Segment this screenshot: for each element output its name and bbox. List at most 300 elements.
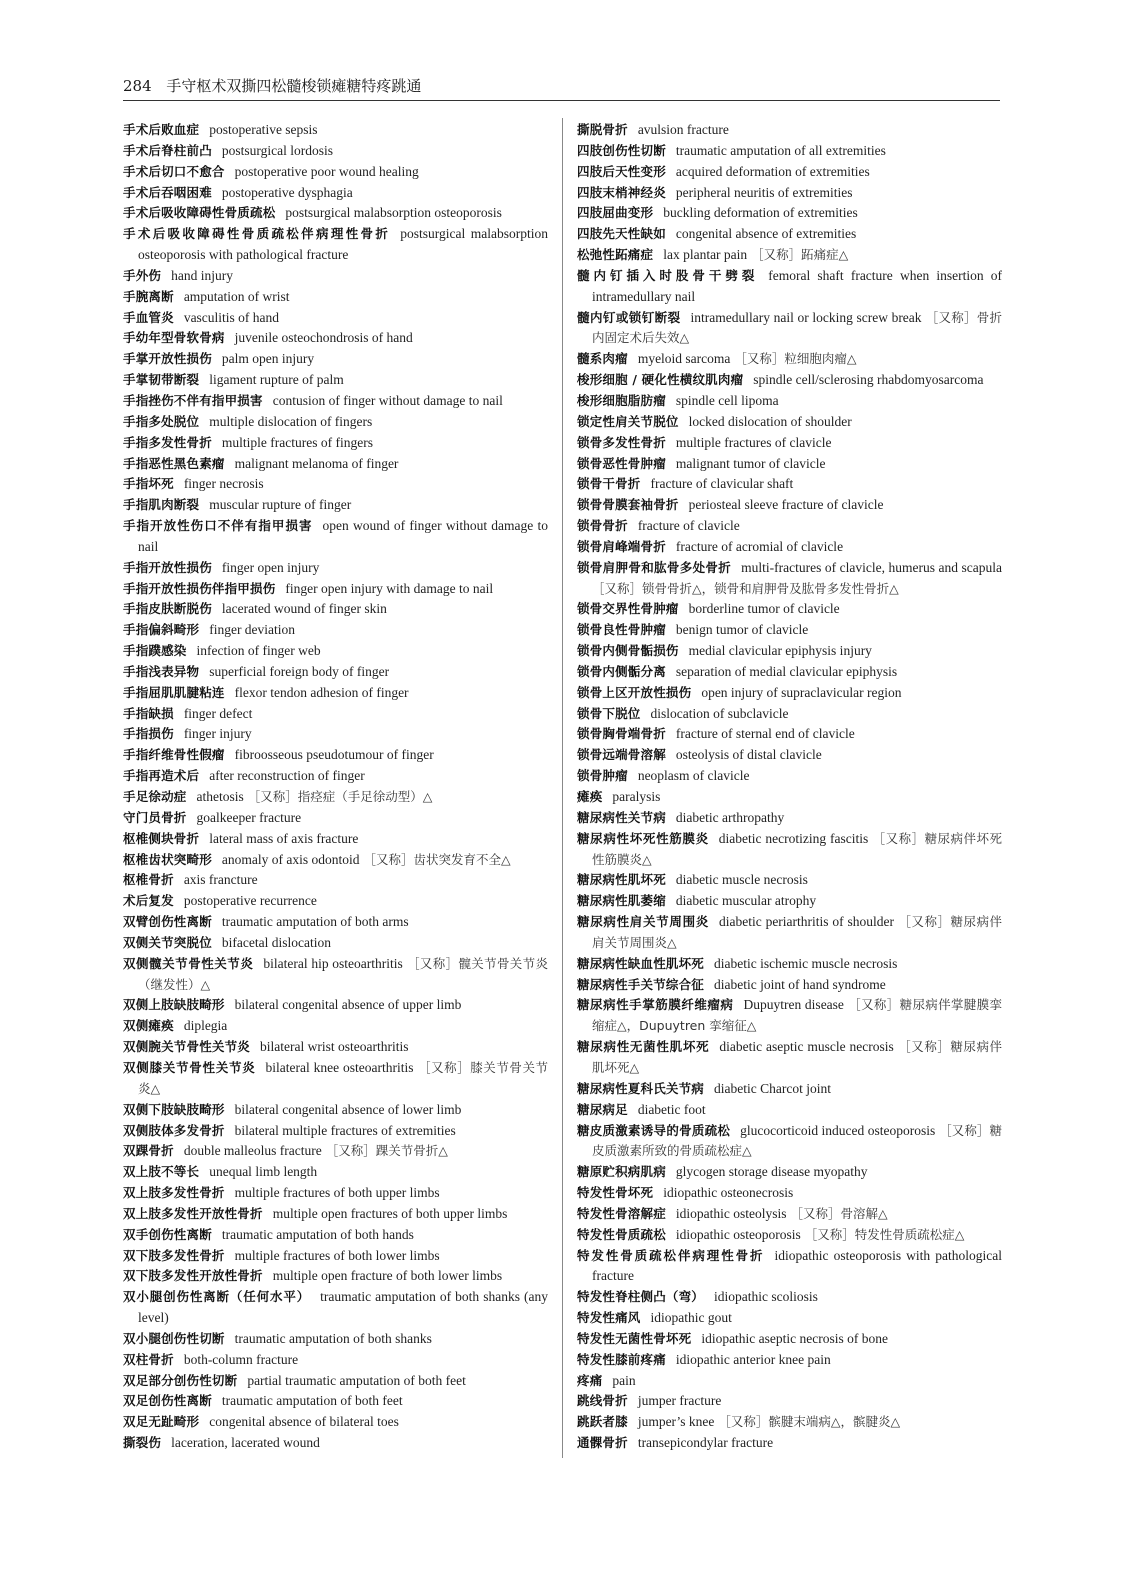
glossary-entry: [123, 662, 548, 683]
term-english: fracture of sternal end of clavicle: [675, 726, 855, 742]
glossary-entry: [577, 1037, 1002, 1079]
term-chinese: 手指偏斜畸形: [123, 622, 200, 638]
term-english: diabetic arthropathy: [675, 809, 785, 825]
term-chinese: 手指开放性损伤伴指甲损伤: [123, 580, 276, 596]
glossary-entry: [123, 370, 548, 391]
term-english: postoperative sepsis: [209, 122, 318, 137]
term-english: double malleolus fracture: [183, 1143, 322, 1159]
right-column: [577, 120, 1002, 1454]
term-english: flexor tendon adhesion of finger: [234, 684, 409, 700]
glossary-entry: [577, 433, 1002, 454]
term-english: anomaly of axis odontoid: [221, 851, 360, 867]
term-chinese: 双上肢多发性开放性骨折: [123, 1205, 263, 1221]
glossary-entry: [577, 829, 1002, 871]
term-english: both-column fracture: [183, 1351, 299, 1367]
term-english: diabetic periarthritis of shoulder: [718, 914, 895, 930]
term-chinese: 髓内钉或锁钉断裂: [577, 309, 681, 325]
glossary-entry: [577, 308, 1002, 350]
term-english: lacerated wound of finger skin: [221, 601, 387, 617]
term-english: idiopathic scoliosis: [714, 1289, 818, 1305]
glossary-entry: [577, 266, 1002, 308]
glossary-entry: [577, 995, 1002, 1037]
term-english: Dupuytren disease: [743, 997, 844, 1013]
term-chinese: 枢椎骨折: [123, 872, 174, 888]
term-english: traumatic amputation of all extremities: [675, 142, 886, 158]
term-english: bifacetal dislocation: [221, 934, 331, 950]
glossary-entry: [123, 412, 548, 433]
term-english: idiopathic osteoporosis with pathological fracture: [592, 1247, 1002, 1284]
term-chinese: 手掌韧带断裂: [123, 372, 200, 388]
term-chinese: 手腕离断: [123, 288, 174, 304]
term-chinese: 手术后脊柱前凸: [123, 142, 212, 158]
glossary-entry: [577, 1308, 1002, 1329]
term-chinese: 锁骨内侧骺分离: [577, 663, 666, 679]
glossary-entry: [577, 954, 1002, 975]
term-chinese: 手术后吸收障碍性骨质疏松: [123, 205, 276, 221]
term-chinese: 手指坏死: [123, 476, 174, 492]
term-chinese: 锁骨干骨折: [577, 476, 641, 492]
term-chinese: 手指纤维骨性假瘤: [123, 747, 225, 763]
term-english: paralysis: [612, 789, 661, 804]
glossary-entry: [577, 1246, 1002, 1288]
term-chinese: 手掌开放性损伤: [123, 351, 212, 367]
term-english: finger necrosis: [183, 476, 264, 492]
term-english: femoral shaft fracture when insertion of intramedullary nail: [592, 267, 1002, 304]
glossary-entry: [123, 579, 548, 600]
term-chinese: 特发性骨质疏松: [577, 1226, 666, 1242]
glossary-entry: [577, 912, 1002, 954]
glossary-entry: [577, 641, 1002, 662]
page-number: 284: [123, 77, 152, 95]
term-english: avulsion fracture: [637, 122, 729, 137]
term-chinese: 双上肢多发性骨折: [123, 1185, 225, 1201]
term-english: muscular rupture of finger: [209, 497, 352, 513]
term-chinese: 特发性无菌性骨坏死: [577, 1330, 692, 1346]
glossary-entry: [123, 1266, 548, 1287]
term-chinese: 撕脱骨折: [577, 122, 628, 137]
term-english: diabetic ischemic muscle necrosis: [714, 955, 898, 971]
glossary-entry: [577, 120, 1002, 141]
term-chinese: 锁骨胸骨端骨折: [577, 726, 666, 742]
glossary-entry: [577, 391, 1002, 412]
term-chinese: 双下肢多发性开放性骨折: [123, 1268, 263, 1284]
glossary-entry: [123, 641, 548, 662]
term-english: idiopathic osteonecrosis: [663, 1185, 794, 1201]
glossary-entry: [577, 224, 1002, 245]
term-synonym-note: ［又称］指痉症（手足徐动型）△: [247, 789, 433, 804]
term-synonym-note: ［又称］骨折内固定术后失效△: [592, 309, 1002, 346]
term-english: diabetic muscle necrosis: [675, 872, 808, 888]
term-english: intramedullary nail or locking screw break: [690, 309, 922, 325]
term-english: glucocorticoid induced osteoporosis: [740, 1122, 936, 1138]
term-english: idiopathic gout: [650, 1310, 732, 1326]
term-chinese: 糖尿病性肌萎缩: [577, 893, 666, 909]
term-chinese: 通髁骨折: [577, 1435, 628, 1451]
term-chinese: 跳线骨折: [577, 1393, 628, 1409]
term-english: bilateral hip osteoarthritis: [263, 955, 403, 971]
glossary-entry: [123, 1183, 548, 1204]
glossary-entry: [123, 787, 548, 808]
glossary-entry: [577, 141, 1002, 162]
term-english: dislocation of subclavicle: [650, 705, 789, 721]
term-chinese: 双足创伤性离断: [123, 1393, 212, 1409]
glossary-entry: [123, 1371, 548, 1392]
term-english: multiple fractures of clavicle: [675, 434, 832, 450]
term-synonym-note: ［又称］踝关节骨折△: [325, 1143, 448, 1159]
term-chinese: 手指多处脱位: [123, 413, 200, 429]
glossary-entry: [123, 266, 548, 287]
glossary-entry: [577, 745, 1002, 766]
term-chinese: 手指开放性伤口不伴有指甲损害: [123, 518, 313, 534]
term-english: axis francture: [183, 872, 258, 888]
glossary-entry: [577, 349, 1002, 370]
term-english: laceration, lacerated wound: [171, 1435, 320, 1451]
glossary-entry: [577, 891, 1002, 912]
term-chinese: 四肢屈曲变形: [577, 205, 654, 221]
term-chinese: 锁骨下脱位: [577, 705, 641, 721]
term-english: locked dislocation of shoulder: [688, 413, 852, 429]
term-english: traumatic amputation of both shanks: [234, 1330, 432, 1346]
term-chinese: 糖尿病性手掌筋膜纤维瘤病: [577, 997, 734, 1013]
term-chinese: 双小腿创伤性切断: [123, 1330, 225, 1346]
term-english: osteolysis of distal clavicle: [675, 747, 822, 763]
term-english: after reconstruction of finger: [209, 768, 365, 784]
term-chinese: 手指多发性骨折: [123, 434, 212, 450]
term-english: bilateral multiple fractures of extremities: [234, 1122, 456, 1138]
glossary-entry: [123, 1225, 548, 1246]
term-chinese: 锁骨远端骨溶解: [577, 747, 666, 763]
glossary-entry: [577, 704, 1002, 725]
term-chinese: 锁骨肩峰端骨折: [577, 538, 666, 554]
term-english: amputation of wrist: [183, 288, 290, 304]
term-english: congenital absence of extremities: [675, 226, 857, 242]
term-chinese: 糖尿病性手关节综合征: [577, 976, 705, 992]
glossary-entry: [577, 1162, 1002, 1183]
term-english: diabetic Charcot joint: [714, 1080, 831, 1096]
term-english: neoplasm of clavicle: [637, 768, 750, 784]
term-chinese: 糖皮质激素诱导的骨质疏松: [577, 1122, 731, 1138]
glossary-entry: [123, 558, 548, 579]
term-chinese: 手指再造术后: [123, 768, 200, 784]
glossary-entry: [577, 1100, 1002, 1121]
term-synonym-note: ［又称］粒细胞肉瘤△: [734, 351, 857, 367]
glossary-entry: [577, 599, 1002, 620]
term-english: idiopathic osteolysis: [675, 1205, 787, 1221]
term-english: glycogen storage disease myopathy: [675, 1164, 868, 1180]
glossary-entry: [123, 308, 548, 329]
term-chinese: 锁骨良性骨肿瘤: [577, 622, 666, 638]
glossary-entry: [123, 870, 548, 891]
glossary-entry: [577, 1350, 1002, 1371]
term-chinese: 手指蹼感染: [123, 643, 187, 659]
glossary-entry: [123, 1058, 548, 1100]
term-chinese: 手指浅表异物: [123, 663, 200, 679]
term-english: bilateral wrist osteoarthritis: [260, 1039, 409, 1055]
term-english: benign tumor of clavicle: [675, 622, 809, 638]
term-chinese: 撕裂伤: [123, 1435, 162, 1451]
term-chinese: 糖尿病性关节病: [577, 809, 666, 825]
glossary-entry: [123, 1100, 548, 1121]
glossary-entry: [123, 1433, 548, 1454]
term-chinese: 双臂创伤性离断: [123, 914, 212, 930]
term-chinese: 双侧下肢缺肢畸形: [123, 1101, 225, 1117]
glossary-entry: [123, 287, 548, 308]
term-chinese: 锁骨肩胛骨和肱骨多处骨折: [577, 559, 732, 575]
term-english: bilateral knee osteoarthritis: [265, 1059, 414, 1075]
term-english: diabetic foot: [637, 1101, 706, 1117]
term-english: acquired deformation of extremities: [675, 163, 870, 179]
term-chinese: 双侧瘫痪: [123, 1018, 174, 1034]
term-chinese: 梭形细胞 / 硬化性横纹肌肉瘤: [577, 372, 744, 388]
glossary-entry: [123, 183, 548, 204]
term-english: idiopathic osteoporosis: [675, 1226, 801, 1242]
term-chinese: 糖尿病性缺血性肌坏死: [577, 955, 705, 971]
term-chinese: 枢椎齿状突畸形: [123, 851, 212, 867]
glossary-entry: [123, 391, 548, 412]
term-synonym-note: ［又称］髋关节骨关节炎（继发性）△: [138, 955, 548, 992]
term-english: multi-fractures of clavicle, humerus and scapula: [741, 559, 1002, 575]
term-english: multiple fractures of fingers: [221, 434, 373, 450]
term-chinese: 手术后败血症: [123, 122, 200, 137]
term-english: malignant melanoma of finger: [234, 455, 399, 471]
term-chinese: 双侧肢体多发骨折: [123, 1122, 225, 1138]
term-english: pain: [612, 1372, 636, 1388]
term-english: postoperative poor wound healing: [234, 163, 419, 179]
glossary-entry: [123, 724, 548, 745]
term-chinese: 双柱骨折: [123, 1351, 174, 1367]
term-english: fracture of clavicle: [637, 518, 740, 534]
term-english: unequal limb length: [209, 1164, 318, 1180]
term-english: finger deviation: [209, 622, 296, 638]
term-synonym-note: ［又称］髌腱末端病△，髌腱炎△: [718, 1414, 901, 1430]
term-chinese: 糖尿病性肩关节周围炎: [577, 914, 709, 930]
term-english: congenital absence of bilateral toes: [209, 1414, 399, 1430]
term-english: postsurgical lordosis: [221, 142, 334, 158]
term-chinese: 手术后切口不愈合: [123, 163, 225, 179]
term-english: borderline tumor of clavicle: [688, 601, 840, 617]
glossary-entry: [123, 995, 548, 1016]
glossary-entry: [123, 474, 548, 495]
term-english: malignant tumor of clavicle: [675, 455, 826, 471]
term-chinese: 手指屈肌肌腱粘连: [123, 684, 225, 700]
term-synonym-note: ［又称］糖尿病伴肌坏死△: [592, 1039, 1002, 1075]
glossary-entry: [577, 558, 1002, 600]
term-chinese: 特发性骨溶解症: [577, 1205, 666, 1221]
glossary-entry: [123, 1037, 548, 1058]
glossary-entry: [123, 1350, 548, 1371]
term-english: postoperative dysphagia: [221, 184, 353, 200]
term-english: separation of medial clavicular epiphysis: [675, 663, 898, 679]
term-english: bilateral congenital absence of lower limb: [234, 1101, 462, 1117]
glossary-entry: [123, 954, 548, 996]
term-english: postoperative recurrence: [183, 893, 317, 909]
term-english: finger injury: [183, 726, 252, 742]
term-english: periosteal sleeve fracture of clavicle: [688, 497, 884, 513]
term-chinese: 双侧腕关节骨性关节炎: [123, 1039, 251, 1055]
term-chinese: 手术后吸收障碍性骨质疏松伴病理性骨折: [123, 226, 391, 242]
glossary-entry: [123, 808, 548, 829]
term-synonym-note: ［又称］糖尿病伴坏死性筋膜炎△: [592, 830, 1002, 867]
glossary-entry: [123, 599, 548, 620]
term-chinese: 守门员骨折: [123, 809, 187, 825]
term-english: spindle cell/sclerosing rhabdomyosarcoma: [753, 372, 984, 388]
term-chinese: 特发性痛风: [577, 1310, 641, 1326]
glossary-entry: [577, 662, 1002, 683]
glossary-entry: [123, 224, 548, 266]
glossary-entry: [123, 162, 548, 183]
term-chinese: 跳跃者膝: [577, 1414, 628, 1430]
glossary-entry: [123, 683, 548, 704]
term-english: multiple open fractures of both upper limbs: [272, 1205, 508, 1221]
glossary-entry: [577, 1121, 1002, 1163]
glossary-entry: [577, 724, 1002, 745]
glossary-entry: [577, 474, 1002, 495]
term-english: multiple open fracture of both lower limbs: [272, 1268, 503, 1284]
term-chinese: 松弛性跖痛症: [577, 247, 654, 263]
glossary-entry: [577, 162, 1002, 183]
term-english: diabetic joint of hand syndrome: [714, 976, 886, 992]
term-chinese: 特发性膝前疼痛: [577, 1351, 666, 1367]
term-chinese: 双手创伤性离断: [123, 1226, 212, 1242]
glossary-entry: [577, 1329, 1002, 1350]
term-english: fracture of acromial of clavicle: [675, 538, 844, 554]
glossary-entry: [577, 1225, 1002, 1246]
term-chinese: 锁定性肩关节脱位: [577, 413, 679, 429]
term-chinese: 特发性骨坏死: [577, 1185, 654, 1201]
glossary-entry: [123, 891, 548, 912]
glossary-entry: [123, 454, 548, 475]
term-chinese: 手指肌肉断裂: [123, 497, 200, 513]
glossary-entry: [577, 370, 1002, 391]
term-english: multiple dislocation of fingers: [209, 413, 373, 429]
term-english: finger open injury: [221, 559, 320, 575]
glossary-entry: [577, 412, 1002, 433]
glossary-entry: [577, 683, 1002, 704]
term-english: palm open injury: [221, 351, 315, 367]
glossary-entry: [577, 183, 1002, 204]
term-chinese: 特发性骨质疏松伴病理性骨折: [577, 1247, 765, 1263]
term-english: diabetic muscular atrophy: [675, 893, 817, 909]
term-chinese: 手血管炎: [123, 309, 174, 325]
glossary-entry: [577, 766, 1002, 787]
glossary-entry: [123, 1329, 548, 1350]
glossary-entry: [123, 1016, 548, 1037]
term-english: diplegia: [183, 1018, 228, 1034]
term-english: medial clavicular epiphysis injury: [688, 643, 872, 659]
term-chinese: 手指恶性黑色素瘤: [123, 455, 225, 471]
term-english: multiple fractures of both upper limbs: [234, 1185, 440, 1201]
glossary-entry: [577, 787, 1002, 808]
glossary-entry: [123, 912, 548, 933]
page-header: [123, 76, 1000, 101]
glossary-entry: [577, 1371, 1002, 1392]
term-english: postsurgical malabsorption osteoporosis with pathological fracture: [138, 226, 549, 263]
term-english: peripheral neuritis of extremities: [675, 184, 853, 200]
term-english: spindle cell lipoma: [675, 392, 779, 408]
term-chinese: 特发性脊柱侧凸（弯）: [577, 1289, 705, 1305]
term-english: bilateral congenital absence of upper limb: [234, 997, 462, 1013]
term-chinese: 糖尿病性夏科氏关节病: [577, 1080, 705, 1096]
term-chinese: 四肢创伤性切断: [577, 142, 666, 158]
term-english: traumatic amputation of both shanks (any level): [138, 1289, 548, 1326]
term-english: finger open injury with damage to nail: [285, 580, 494, 596]
term-english: goalkeeper fracture: [196, 809, 302, 825]
term-chinese: 手指损伤: [123, 726, 174, 742]
term-english: vasculitis of hand: [183, 309, 280, 325]
term-chinese: 术后复发: [123, 893, 174, 909]
glossary-entry: [577, 620, 1002, 641]
term-english: buckling deformation of extremities: [663, 205, 858, 221]
term-english: idiopathic anterior knee pain: [675, 1351, 831, 1367]
term-chinese: 双侧关节突脱位: [123, 934, 212, 950]
glossary-entry: [577, 245, 1002, 266]
term-english: contusion of finger without damage to nail: [272, 392, 503, 408]
term-synonym-note: ［又称］锁骨骨折△，锁骨和肩胛骨及肱骨多发性骨折△: [592, 580, 899, 596]
term-english: open wound of finger without damage to nail: [138, 518, 548, 554]
term-chinese: 双侧髋关节骨性关节炎: [123, 955, 254, 971]
term-chinese: 锁骨骨折: [577, 518, 628, 534]
glossary-entry: [123, 1121, 548, 1142]
term-english: fibroosseous pseudotumour of finger: [234, 747, 434, 763]
glossary-entry: [123, 203, 548, 224]
term-chinese: 双侧上肢缺肢畸形: [123, 997, 225, 1013]
term-chinese: 髓内钉插入时股骨干劈裂: [577, 267, 759, 283]
term-english: superficial foreign body of finger: [209, 663, 390, 679]
term-chinese: 手指皮肤断脱伤: [123, 601, 212, 617]
term-english: lateral mass of axis fracture: [209, 830, 359, 846]
term-chinese: 双下肢多发性骨折: [123, 1247, 225, 1263]
column-divider: [562, 118, 563, 1458]
term-english: open injury of supraclavicular region: [701, 684, 902, 700]
term-english: lax plantar pain: [663, 247, 748, 263]
term-english: multiple fractures of both lower limbs: [234, 1247, 440, 1263]
term-chinese: 糖尿病性无菌性肌坏死: [577, 1039, 710, 1055]
term-chinese: 手足徐动症: [123, 789, 187, 804]
term-chinese: 锁骨多发性骨折: [577, 434, 666, 450]
term-chinese: 双侧膝关节骨性关节炎: [123, 1059, 256, 1075]
term-chinese: 双足无趾畸形: [123, 1414, 200, 1430]
term-synonym-note: ［又称］糖皮质激素所致的骨质疏松症△: [592, 1122, 1002, 1159]
term-english: infection of finger web: [196, 643, 321, 659]
glossary-entry: [123, 1246, 548, 1267]
term-chinese: 糖原贮积病肌病: [577, 1164, 666, 1180]
term-english: diabetic necrotizing fascitis: [718, 830, 869, 846]
term-chinese: 疼痛: [577, 1372, 603, 1388]
glossary-entry: [577, 1433, 1002, 1454]
term-synonym-note: ［又称］糖尿病伴肩关节周围炎△: [592, 914, 1002, 950]
term-english: ligament rupture of palm: [209, 372, 344, 388]
term-english: myeloid sarcoma: [637, 351, 731, 367]
term-synonym-note: ［又称］膝关节骨关节炎△: [138, 1059, 548, 1096]
glossary-entry: [577, 1287, 1002, 1308]
left-column: [123, 120, 548, 1454]
glossary-entry: [577, 495, 1002, 516]
glossary-entry: [123, 1162, 548, 1183]
term-chinese: 锁骨交界性骨肿瘤: [577, 601, 679, 617]
glossary-entry: [123, 829, 548, 850]
term-chinese: 锁骨骨膜套袖骨折: [577, 497, 679, 513]
term-synonym-note: ［又称］跖痛症△: [751, 247, 849, 263]
term-synonym-note: ［又称］骨溶解△: [790, 1205, 888, 1221]
glossary-entry: [123, 1412, 548, 1433]
glossary-entry: [123, 1141, 548, 1162]
term-english: diabetic aseptic muscle necrosis: [719, 1039, 894, 1055]
term-chinese: 手指挫伤不伴有指甲损害: [123, 392, 263, 408]
term-english: traumatic amputation of both arms: [221, 914, 409, 930]
term-english: athetosis: [196, 789, 244, 804]
glossary-entry: [577, 1204, 1002, 1225]
term-english: jumper’s knee: [637, 1414, 715, 1430]
